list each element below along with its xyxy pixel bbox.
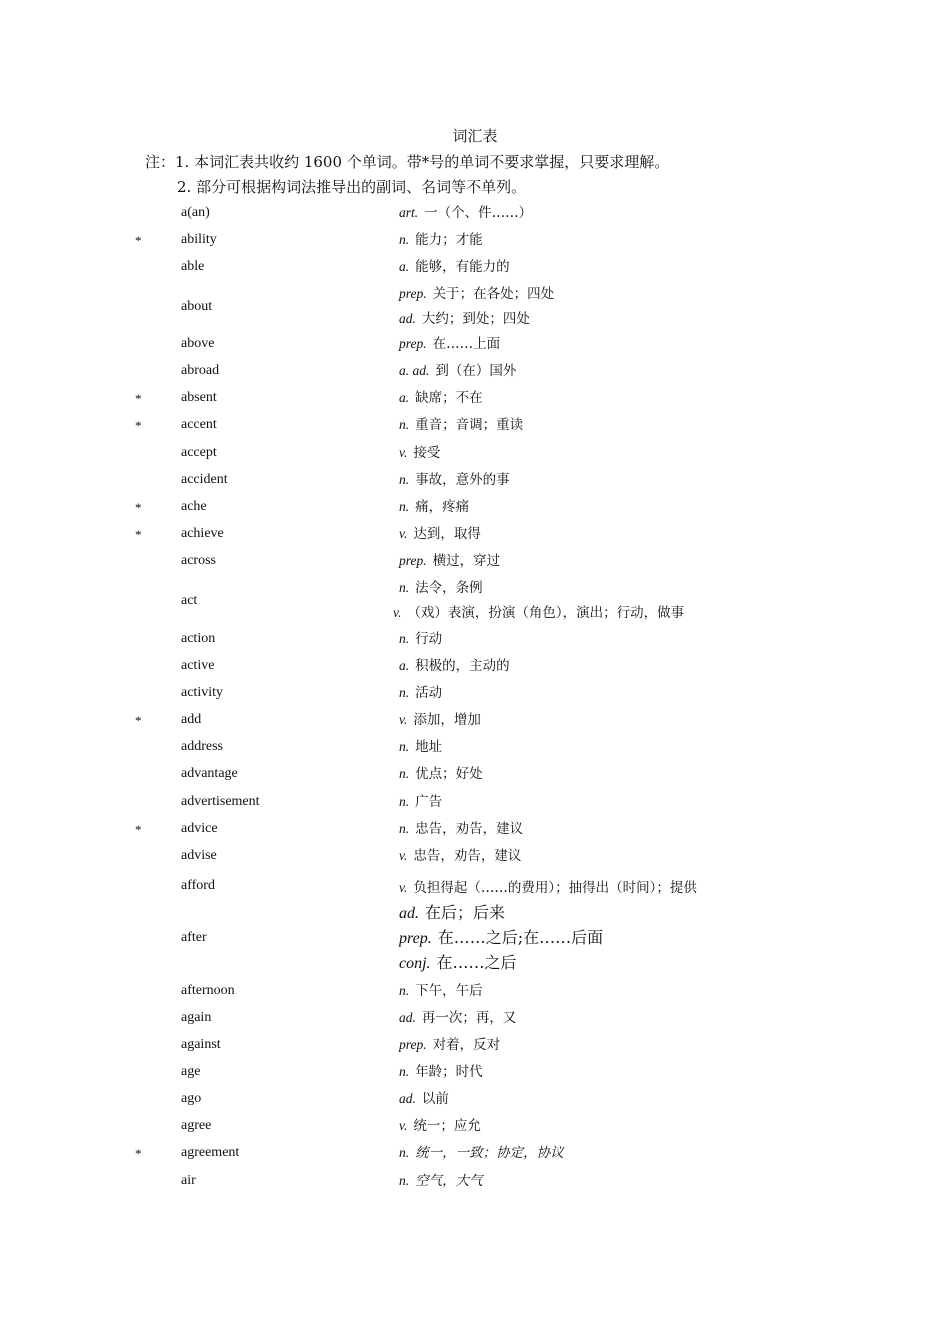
- part-of-speech: ad.: [399, 1091, 416, 1106]
- vocab-entry-accent: [0, 412, 950, 439]
- gloss-text: 在……上面: [432, 336, 501, 352]
- headword: able: [181, 259, 205, 274]
- gloss-text: 接受: [413, 445, 441, 461]
- definitions: [399, 900, 603, 975]
- headword: against: [181, 1037, 221, 1052]
- headword: action: [181, 631, 216, 646]
- headword: across: [181, 553, 216, 568]
- definitions: [399, 1005, 516, 1030]
- required-mark: *: [135, 822, 142, 837]
- definitions: [399, 761, 483, 786]
- vocab-entry-advantage: [0, 761, 950, 788]
- gloss-text: 以前: [421, 1091, 449, 1107]
- headword: accept: [181, 445, 217, 460]
- headword: advise: [181, 848, 217, 863]
- part-of-speech: v.: [399, 848, 408, 863]
- definition-line: [399, 1005, 516, 1030]
- part-of-speech: v.: [399, 526, 408, 541]
- vocab-entry-about: [0, 281, 950, 327]
- vocab-entry-abroad: [0, 358, 950, 385]
- definition-line: [399, 331, 500, 356]
- headword: absent: [181, 390, 217, 405]
- definitions: [399, 626, 442, 651]
- part-of-speech: prep.: [399, 286, 427, 301]
- part-of-speech: n.: [399, 1064, 410, 1079]
- part-of-speech: v.: [399, 880, 408, 895]
- vocab-entry-agree: [0, 1113, 950, 1140]
- part-of-speech: n.: [399, 232, 410, 247]
- definitions: [399, 331, 500, 356]
- definitions: [399, 707, 481, 732]
- definition-line: [399, 548, 500, 573]
- headword: afford: [181, 878, 215, 893]
- part-of-speech: n.: [399, 766, 410, 781]
- vocab-entry-absent: [0, 385, 950, 412]
- part-of-speech: a.: [399, 390, 410, 405]
- definition-line: [399, 494, 469, 519]
- part-of-speech: ad.: [399, 905, 419, 922]
- vocab-entry-advise: [0, 843, 950, 870]
- definition-line: [399, 440, 440, 465]
- definitions: [399, 227, 483, 252]
- vocab-entry-accident: [0, 467, 950, 494]
- definitions: [399, 521, 481, 546]
- definition-line: [399, 412, 523, 437]
- definition-line: [399, 816, 523, 841]
- vocab-entry-activity: [0, 680, 950, 707]
- gloss-text: 对着，反对: [432, 1037, 501, 1053]
- gloss-text: 到（在）国外: [435, 363, 517, 379]
- definitions: [399, 680, 442, 705]
- definition-line: [399, 227, 483, 252]
- definitions: [399, 254, 510, 279]
- vocab-entry-across: [0, 548, 950, 575]
- vocab-entry-aan: [0, 200, 950, 227]
- definitions: [399, 1086, 449, 1111]
- headword: again: [181, 1010, 212, 1025]
- definition-line: [399, 1140, 564, 1165]
- gloss-text: 忠告，劝告，建议: [413, 848, 522, 864]
- part-of-speech: a.: [399, 259, 410, 274]
- gloss-text: 统一，一致；协定，协议: [415, 1145, 564, 1161]
- part-of-speech: v.: [399, 445, 408, 460]
- definitions: [399, 200, 532, 225]
- vocab-entry-able: [0, 254, 950, 281]
- definitions: [399, 494, 469, 519]
- headword: achieve: [181, 526, 224, 541]
- headword: agree: [181, 1118, 212, 1133]
- headword: accident: [181, 472, 228, 487]
- vocab-entry-accept: [0, 440, 950, 467]
- required-mark: *: [135, 527, 142, 542]
- vocab-entry-again: [0, 1005, 950, 1032]
- vocab-entry-act: [0, 575, 950, 621]
- part-of-speech: n.: [399, 580, 410, 595]
- gloss-text: 缺席；不在: [415, 390, 483, 406]
- definitions: [399, 789, 442, 814]
- definitions: [399, 1113, 481, 1138]
- vocab-entry-action: [0, 626, 950, 653]
- definitions: [399, 1140, 564, 1165]
- gloss-text: 痛，疼痛: [415, 499, 470, 515]
- definitions: [399, 467, 510, 492]
- vocab-entry-air: [0, 1168, 950, 1195]
- headword: advertisement: [181, 794, 260, 809]
- part-of-speech: art.: [399, 205, 419, 220]
- definitions: [399, 978, 483, 1003]
- headword: a(an): [181, 205, 210, 220]
- definition-line: [399, 1086, 449, 1111]
- vocab-entry-advertisement: [0, 789, 950, 816]
- definitions: [399, 1032, 500, 1057]
- definition-line: [399, 200, 532, 225]
- definitions: [399, 734, 442, 759]
- headword: advantage: [181, 766, 238, 781]
- headword: abroad: [181, 363, 220, 378]
- definition-line: [399, 925, 603, 950]
- definitions: [399, 1059, 483, 1084]
- definition-line: [399, 680, 442, 705]
- gloss-text: 达到，取得: [413, 526, 481, 542]
- definitions: [399, 412, 523, 437]
- part-of-speech: prep.: [399, 336, 427, 351]
- part-of-speech: a. ad.: [399, 363, 430, 378]
- part-of-speech: prep.: [399, 930, 432, 947]
- gloss-text: 添加，增加: [413, 712, 481, 728]
- definition-line: [399, 1059, 483, 1084]
- note-line-1: 注：1. 本词汇表共收约 1600 个单词。带*号的单词不要求掌握，只要求理解。: [145, 153, 670, 171]
- gloss-text: 活动: [415, 685, 443, 701]
- part-of-speech: v.: [393, 605, 402, 620]
- vocab-entry-age: [0, 1059, 950, 1086]
- gloss-text: 大约；到处；四处: [421, 311, 530, 327]
- part-of-speech: ad.: [399, 1010, 416, 1025]
- part-of-speech: n.: [399, 417, 410, 432]
- part-of-speech: ad.: [399, 311, 416, 326]
- required-mark: *: [135, 233, 142, 248]
- gloss-text: 统一；应允: [413, 1118, 481, 1134]
- definitions: [399, 548, 500, 573]
- definition-line: [399, 789, 442, 814]
- headword: ache: [181, 499, 207, 514]
- vocab-entry-ache: [0, 494, 950, 521]
- headword: air: [181, 1173, 196, 1188]
- part-of-speech: n.: [399, 821, 410, 836]
- definitions: [399, 816, 523, 841]
- vocab-entry-agreement: [0, 1140, 950, 1167]
- gloss-text: 地址: [415, 739, 443, 755]
- part-of-speech: n.: [399, 794, 410, 809]
- vocab-entry-advice: [0, 816, 950, 843]
- part-of-speech: n.: [399, 739, 410, 754]
- gloss-text: 行动: [415, 631, 443, 647]
- vocab-entry-ability: [0, 227, 950, 254]
- part-of-speech: prep.: [399, 1037, 427, 1052]
- gloss-text: 积极的，主动的: [415, 658, 510, 674]
- part-of-speech: prep.: [399, 553, 427, 568]
- definition-line: [399, 1032, 500, 1057]
- gloss-text: 事故，意外的事: [415, 472, 510, 488]
- definition-line: [399, 358, 516, 383]
- gloss-text: 下午，午后: [415, 983, 483, 999]
- gloss-text: 横过，穿过: [432, 553, 501, 569]
- gloss-text: 法令，条例: [415, 580, 483, 596]
- part-of-speech: n.: [399, 499, 410, 514]
- part-of-speech: n.: [399, 685, 410, 700]
- gloss-text: 年龄；时代: [415, 1064, 483, 1080]
- part-of-speech: v.: [399, 1118, 408, 1133]
- required-mark: *: [135, 713, 142, 728]
- part-of-speech: n.: [399, 983, 410, 998]
- definition-line: [399, 875, 697, 900]
- definitions: [399, 358, 516, 383]
- part-of-speech: a.: [399, 658, 410, 673]
- headword: above: [181, 336, 215, 351]
- definition-line: [399, 653, 510, 678]
- definition-line: [399, 626, 442, 651]
- part-of-speech: n.: [399, 1145, 410, 1160]
- definition-line: [399, 385, 483, 410]
- gloss-text: 负担得起（……的费用）；抽得出（时间）；提供: [413, 880, 697, 896]
- vocab-entry-after: [0, 900, 950, 972]
- note-line-2: 2. 部分可根据构词法推导出的副词、名词等不单列。: [177, 178, 527, 196]
- gloss-text: 一（个、件……）: [424, 205, 533, 221]
- part-of-speech: n.: [399, 631, 410, 646]
- vocab-entry-achieve: [0, 521, 950, 548]
- vocab-entry-above: [0, 331, 950, 358]
- vocab-entry-afternoon: [0, 978, 950, 1005]
- headword: ago: [181, 1091, 202, 1106]
- definition-line: [399, 1168, 483, 1193]
- definitions: [399, 440, 440, 465]
- definition-line: [393, 600, 684, 625]
- gloss-text: 再一次；再，又: [421, 1010, 517, 1026]
- definition-line: [399, 978, 483, 1003]
- definition-line: [399, 734, 442, 759]
- required-mark: *: [135, 1146, 142, 1161]
- vocab-entry-afford: [0, 872, 950, 899]
- headword: agreement: [181, 1145, 240, 1160]
- gloss-text: 广告: [415, 794, 443, 810]
- gloss-text: 能力；才能: [415, 232, 483, 248]
- gloss-text: 重音；音调；重读: [415, 417, 524, 433]
- definitions: [399, 653, 510, 678]
- definition-line: [399, 521, 481, 546]
- headword: active: [181, 658, 215, 673]
- headword: after: [181, 930, 207, 945]
- headword: about: [181, 299, 213, 314]
- definitions: [399, 1168, 483, 1193]
- headword: ability: [181, 232, 217, 247]
- definitions: [393, 575, 685, 625]
- required-mark: *: [135, 418, 142, 433]
- vocab-entry-ago: [0, 1086, 950, 1113]
- definition-line: [399, 281, 554, 306]
- definitions: [399, 843, 521, 868]
- part-of-speech: v.: [399, 712, 408, 727]
- gloss-text: 空气，大气: [415, 1173, 483, 1189]
- required-mark: *: [135, 500, 142, 515]
- definition-line: [399, 1113, 481, 1138]
- definition-line: [399, 900, 603, 925]
- vocab-entry-active: [0, 653, 950, 680]
- gloss-text: 在……之后: [436, 953, 517, 972]
- gloss-text: （戏）表演，扮演（角色），演出；行动，做事: [407, 605, 685, 621]
- vocab-entry-against: [0, 1032, 950, 1059]
- headword: age: [181, 1064, 201, 1079]
- headword: add: [181, 712, 202, 727]
- gloss-text: 忠告，劝告，建议: [415, 821, 524, 837]
- definitions: [399, 281, 554, 331]
- definition-line: [399, 306, 554, 331]
- headword: accent: [181, 417, 217, 432]
- gloss-text: 在……之后;在……后面: [437, 928, 604, 947]
- gloss-text: 在后；后来: [425, 903, 506, 922]
- definitions: [399, 875, 697, 900]
- gloss-text: 关于；在各处；四处: [432, 286, 555, 302]
- definitions: [399, 385, 483, 410]
- part-of-speech: conj.: [399, 955, 431, 972]
- vocab-entry-add: [0, 707, 950, 734]
- gloss-text: 能够，有能力的: [415, 259, 510, 275]
- headword: activity: [181, 685, 223, 700]
- definition-line: [399, 950, 603, 975]
- page-title: 词汇表: [452, 127, 498, 145]
- headword: afternoon: [181, 983, 235, 998]
- definition-line: [399, 575, 684, 600]
- headword: act: [181, 593, 198, 608]
- definition-line: [399, 843, 521, 868]
- definition-line: [399, 707, 481, 732]
- part-of-speech: n.: [399, 1173, 410, 1188]
- headword: address: [181, 739, 223, 754]
- vocab-entry-address: [0, 734, 950, 761]
- part-of-speech: n.: [399, 472, 410, 487]
- definition-line: [399, 467, 510, 492]
- gloss-text: 优点；好处: [415, 766, 483, 782]
- required-mark: *: [135, 391, 142, 406]
- definition-line: [399, 761, 483, 786]
- definition-line: [399, 254, 510, 279]
- headword: advice: [181, 821, 218, 836]
